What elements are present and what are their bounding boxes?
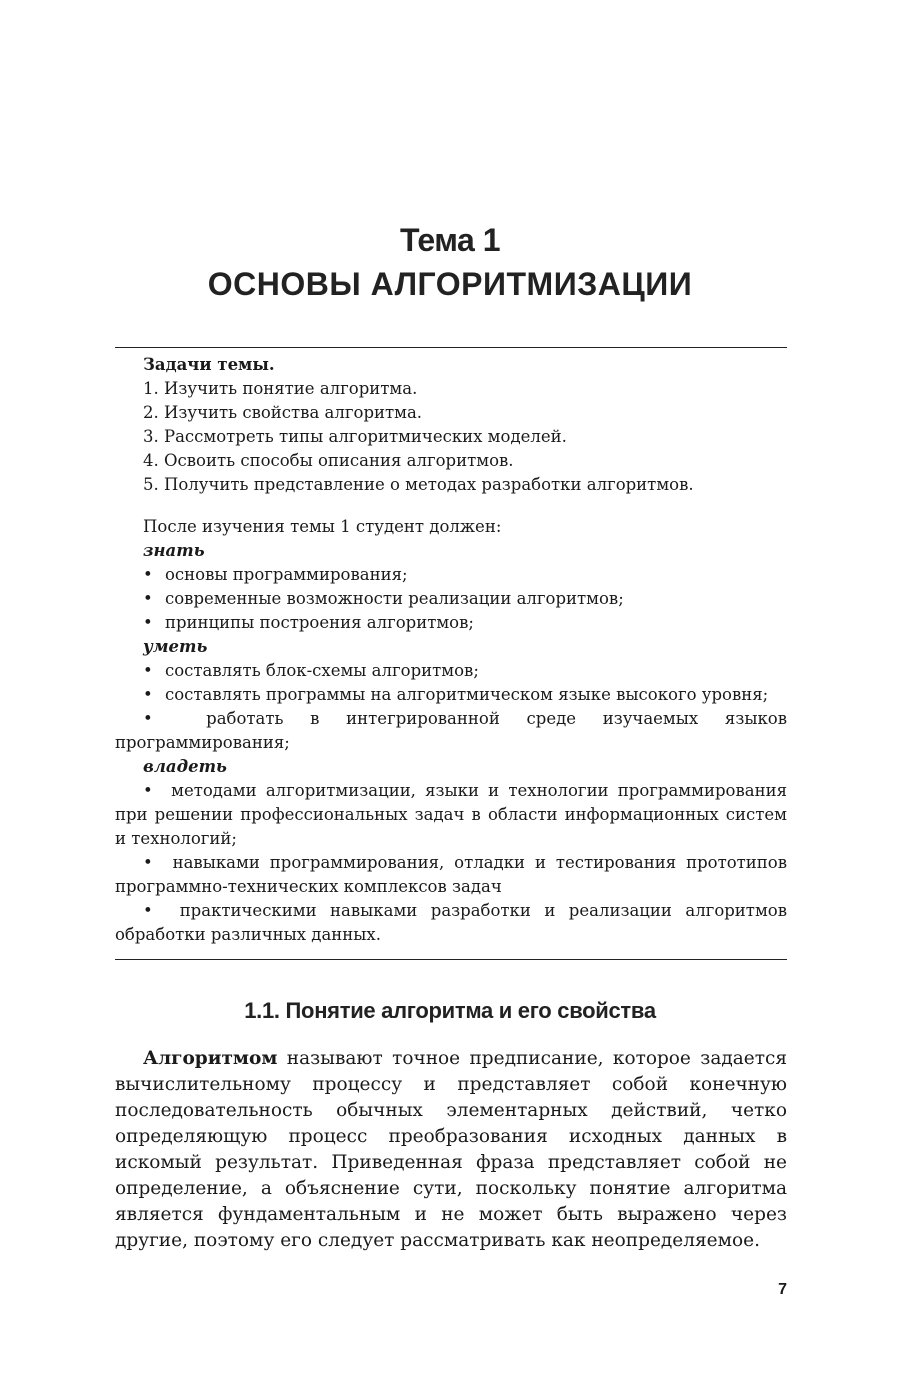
- defined-term: Алгоритмом: [143, 1048, 278, 1069]
- know-item: • современные возможности реализации алгоритмов;: [115, 587, 815, 611]
- bullet-icon: •: [143, 613, 153, 632]
- top-divider: [115, 347, 787, 348]
- bullet-icon: •: [143, 661, 153, 680]
- bullet-icon: •: [143, 853, 173, 872]
- master-item: • практическими навыками разработки и реализации алгоритмов обработки различных данных.: [115, 901, 787, 944]
- outcomes-intro: После изучения темы 1 студент должен:: [143, 517, 502, 536]
- bullet-icon: •: [143, 709, 207, 728]
- section-title: 1.1. Понятие алгоритма и его свойства: [244, 998, 656, 1023]
- section-paragraph: [115, 1046, 787, 1254]
- can-item: • составлять блок-схемы алгоритмов;: [115, 659, 815, 683]
- objective-item: 2. Изучить свойства алгоритма.: [143, 403, 423, 422]
- objective-item: 4. Освоить способы описания алгоритмов.: [143, 451, 514, 470]
- bullet-icon: •: [143, 565, 153, 584]
- objective-item: 3. Рассмотреть типы алгоритмических моделей.: [143, 427, 567, 446]
- bottom-divider: [115, 959, 787, 960]
- chapter-topic: Тема 1: [399, 222, 501, 258]
- master-label: владеть: [143, 757, 227, 776]
- bullet-icon: •: [143, 901, 180, 920]
- page-number: 7: [778, 1281, 787, 1298]
- can-item: • работать в интегрированной среде изучаемых языков программирования;: [115, 709, 787, 752]
- master-item: • методами алгоритмизации, языки и технологии программирования при решении профессиональных задач в области информационных систем и технологий;: [115, 781, 787, 848]
- can-item: • составлять программы на алгоритмическом языке высокого уровня;: [115, 683, 815, 707]
- can-label: уметь: [143, 637, 208, 656]
- bullet-icon: •: [143, 685, 153, 704]
- bullet-icon: •: [143, 589, 153, 608]
- chapter-title: ОСНОВЫ АЛГОРИТМИЗАЦИИ: [207, 266, 693, 302]
- objective-item: 5. Получить представление о методах разработки алгоритмов.: [143, 475, 694, 494]
- master-item: • навыками программирования, отладки и тестирования прототипов программно-технических комплексов задач: [115, 853, 787, 896]
- objectives-heading: Задачи темы.: [143, 355, 275, 374]
- objective-item: 1. Изучить понятие алгоритма.: [143, 379, 418, 398]
- paragraph-body: называют точное предписание, которое задается вычислительному процессу и представляет собой конечную последовательность обычных элементарных действий, четко определяющую процесс преобразования исходных данных в искомый результат. Приведенная фраза представляет собой не определение, а объяснение сути, поскольку понятие алгоритма является фундаментальным и не может быть выражено через другие, поэтому его следует рассматривать как неопределяемое.: [115, 1048, 788, 1251]
- bullet-icon: •: [143, 781, 172, 800]
- know-item: • принципы построения алгоритмов;: [115, 611, 815, 635]
- know-label: знать: [143, 541, 205, 560]
- know-item: • основы программирования;: [115, 563, 815, 587]
